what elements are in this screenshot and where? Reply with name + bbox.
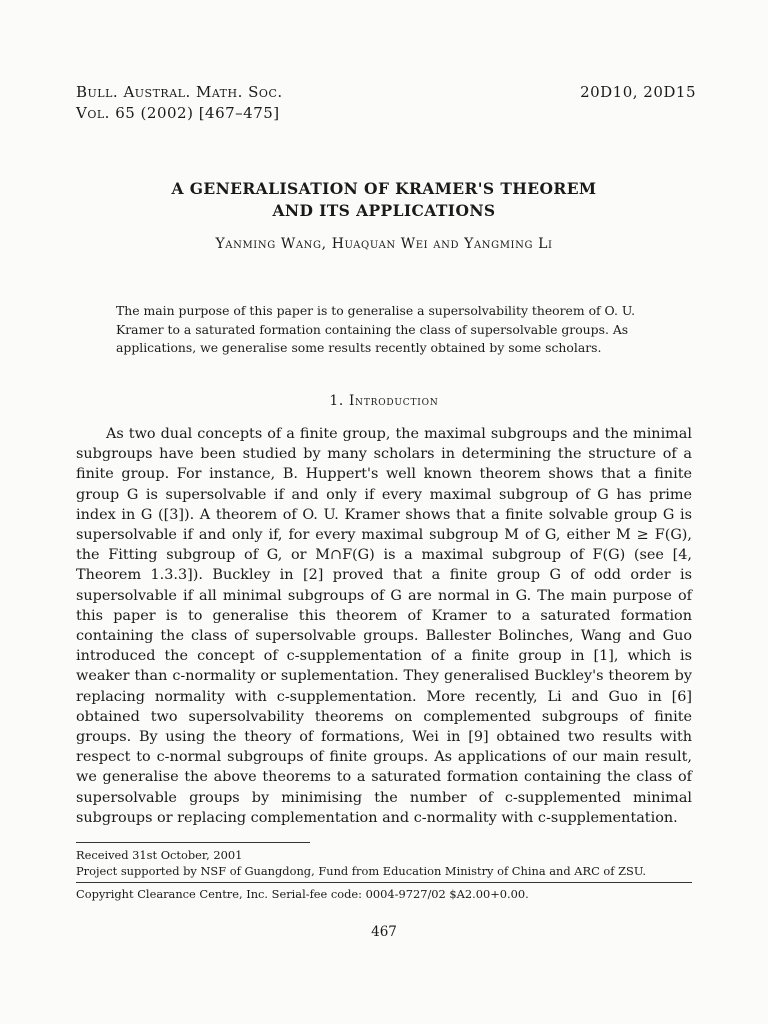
copyright-notice: Copyright Clearance Centre, Inc. Serial-fee code: 0004-9727/02 $A2.00+0.00. bbox=[76, 887, 529, 901]
author-list: Yanming Wang, Huaquan Wei and Yangming Li bbox=[215, 236, 553, 252]
subject-classification: 20D10, 20D15 bbox=[580, 83, 696, 101]
journal-volume: Vol. 65 (2002) [467–475] bbox=[76, 104, 280, 122]
funding-note: Project supported by NSF of Guangdong, Fund from Education Ministry of China and ARC of ZSU. bbox=[76, 863, 647, 878]
title-line-2: AND ITS APPLICATIONS bbox=[272, 201, 496, 220]
section-heading: 1. Introduction bbox=[329, 393, 439, 409]
introduction-paragraph: As two dual concepts of a finite group, the maximal subgroups and the minimal subgroups have been studied by many scholars in determining the structure of a finite group. For instance, B. Huppert's well known theorem shows that a finite group G is supersolvable if and only if every maximal subgroup of G has prime index in G ([3]). A theorem of O. U. Kramer shows that a finite solvable group G is supersolvable if and only if, for every maximal subgroup M of G, either M ≥ F(G), the Fitting subgroup of G, or M∩F(G) is a maximal subgroup of F(G) (see [4, Theorem 1.3.3]). Buckley in [2] proved that a finite group G of odd order is supersolvable if all minimal subgroups of G are normal in G. The main purpose of this paper is to generalise this theorem of Kramer to a saturated formation containing the class of supersolvable groups. Ballester Bolinches, Wang and Guo introduced the concept of c-supplementation of a finite group in [1], which is weaker than c-normality or suplementation. They generalised Buckley's theorem by replacing normality with c-supplementation. More recently, Li and Guo in [6] obtained two supersolvability theorems on complemented subgroups of finite groups. By using the theory of formations, Wei in [9] obtained two results with respect to c-normal subgroups of finite groups. As applications of our main result, we generalise the above theorems to a saturated formation containing the class of supersolvable groups by minimising the number of c-supplemented minimal subgroups or replacing complementation and c-normality with c-supplementation. bbox=[76, 426, 692, 826]
footnote-divider bbox=[76, 842, 310, 843]
page-number: 467 bbox=[371, 924, 397, 940]
title-line-1: A GENERALISATION OF KRAMER'S THEOREM bbox=[171, 179, 597, 198]
abstract: The main purpose of this paper is to generalise a supersolvability theorem of O. U. Kramer to a saturated formation containing the class of supersolvable groups. As applications, we generalise some results recently obtained by some scholars. bbox=[116, 303, 636, 355]
received-date: Received 31st October, 2001 bbox=[76, 848, 243, 862]
journal-header bbox=[76, 82, 696, 124]
copyright-divider bbox=[76, 882, 692, 883]
journal-name: Bull. Austral. Math. Soc. bbox=[76, 83, 283, 101]
footnotes bbox=[76, 848, 696, 879]
paper-title bbox=[0, 178, 768, 222]
